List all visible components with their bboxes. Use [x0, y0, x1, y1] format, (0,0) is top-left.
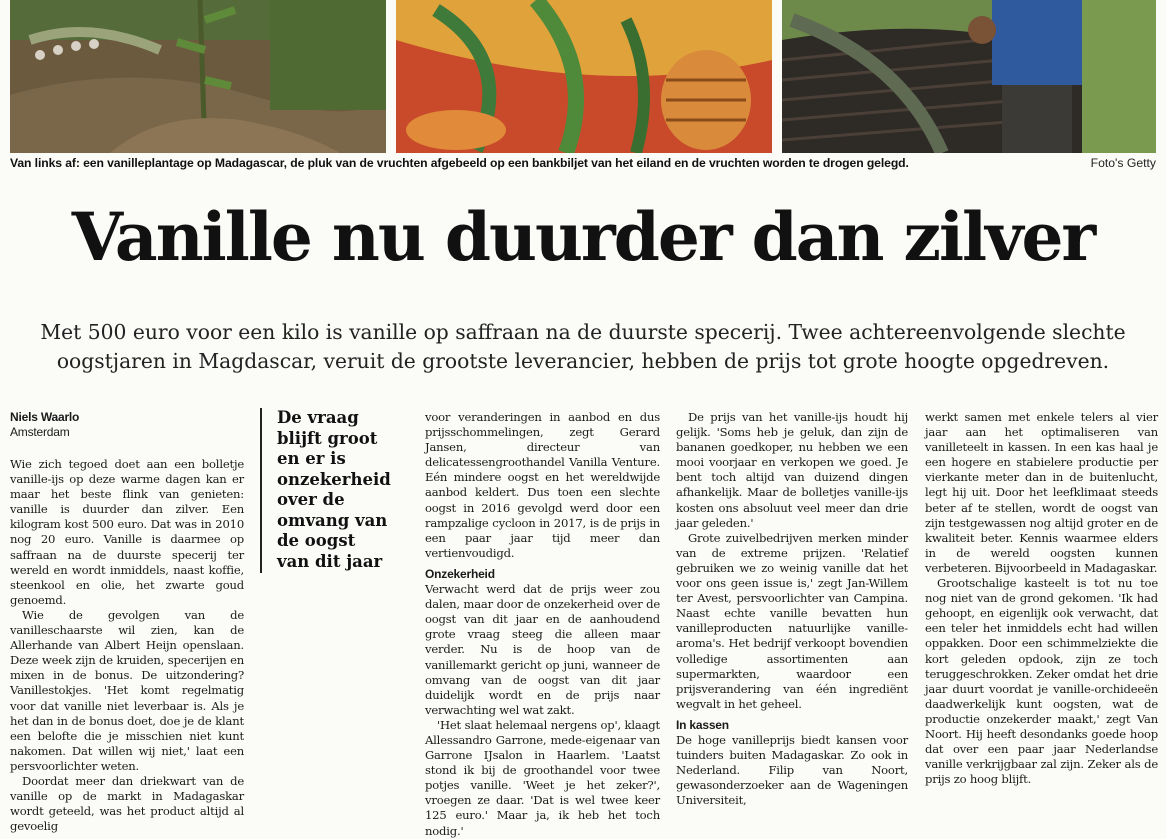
pull-quote-line: blijft groot — [277, 428, 378, 448]
photo-credit: Foto's Getty — [1090, 156, 1156, 170]
pull-quote-line: en er is — [277, 449, 346, 468]
paragraph: werkt samen met enkele telers al vier jaar aan het optimaliseren van vanilleteelt in kassen. In een kas haal je een hogere en stabielere productie per vierkante meter dan in de buitenlucht, legt hij uit. Door het leefklimaat steeds beter af te stellen, wordt de oogst van zijn testgewassen nog altijd groter en de kwaliteit beter. Kennis waarmee elders in de wereld oogsten kunnen verbeteren. Bijvoorbeeld in Madagaskar. — [925, 410, 1158, 575]
author-location: Amsterdam — [10, 425, 70, 439]
paragraph: Grootschalige kasteelt is tot nu toe nog niet van de grond gekomen. 'Ik had gehoopt, en eigenlijk ook verwacht, dat een teler het inmiddels echt had willen oppakken. Door een schimmelziekte die kort geleden opdook, zijn ze toch teruggeschrokken. Zeker omdat het drie jaar duurt voordat je vanille-orchideeën daadwerkelijk kunt oogsten, wat de productie onzekerder maakt,' zegt Van Noort. Hij heeft desondanks goede hoop dat over een paar jaar Nederlandse vanille verkrijgbaar zal zijn. Zeker als de prijs zo hoog blijft. — [925, 576, 1158, 787]
article-column-5 — [925, 410, 1158, 787]
article-column-3 — [425, 410, 660, 839]
pull-quote-line: van dit jaar — [277, 551, 383, 571]
photo-caption: Van links af: een vanilleplantage op Madagascar, de pluk van de vruchten afgebeeld op een bankbiljet van het eiland en de vruchten worden te drogen gelegd. — [10, 156, 909, 170]
pull-quote-line: over de — [277, 490, 345, 509]
pull-quote — [260, 408, 417, 573]
subheading-in-kassen: In kassen — [676, 717, 729, 732]
lead-line: Met 500 euro voor een kilo is vanille op saffraan na de duurste specerij. Twee achtereenvolgende slechte — [40, 320, 1126, 344]
photo-vanilla-plantation — [10, 0, 386, 153]
paragraph: De hoge vanilleprijs biedt kansen voor tuinders buiten Madagaskar. Zo ook in Nederland. Filip van Noort, gewasonderzoeker aan de Wageningen Universiteit, — [676, 732, 908, 808]
author-name: Niels Waarlo — [10, 410, 80, 424]
article-column-1 — [10, 410, 244, 834]
lead-paragraph — [40, 318, 1126, 376]
pull-quote-line: de oogst — [277, 531, 356, 550]
paragraph: Grote zuivelbedrijven merken minder van de extreme prijzen. 'Relatief gebruiken we zo weinig vanille dat het voor ons geen issue is,' zegt Jan-Willem ter Avest, persvoorlichter van Campina. Naast echte vanille bevatten hun vanilleproducten natuurlijke vanille-aroma's. Het bedrijf verkoopt bovendien volledige assortimenten aan supermarkten, waardoor een prijsverandering van één ingrediënt wegvalt in het geheel. — [676, 530, 908, 711]
pull-quote-line: De vraag — [277, 408, 359, 427]
paragraph: voor veranderingen in aanbod en dus prijsschommelingen, zegt Gerard Jansen, directeur van delicatessengroothandel Vanilla Venture. Eén mindere oogst en het wereldwijde aanbod keldert. Dus toen een slechte oogst in 2016 gevolgd werd door een rampzalige cycloon in 2017, is de prijs in een paar jaar tijd meer dan vertienvoudigd. — [425, 410, 660, 560]
photo-drying-vanilla — [782, 0, 1156, 153]
paragraph: Wie zich tegoed doet aan een bolletje vanille-ijs op deze warme dagen kan er maar het beste flink van genieten: vanille is duurder dan zilver. Een kilogram kost 500 euro. Dat was in 2010 nog 20 euro. Vanille is daarmee op saffraan na de duurste specerij ter wereld en wordt inmiddels, naast koffie, steenkool en olie, het zwarte goud genoemd. — [10, 457, 244, 607]
paragraph: Wie de gevolgen van de vanilleschaarste wil zien, kan de Allerhande van Albert Heijn openslaan. Deze week zijn de kruiden, specerijen en mixen in de bonus. De uitzondering? Vanillestokjes. 'Het komt regelmatig voor dat vanille niet leverbaar is. Als je het dan in de bonus doet, doe je de klant een belofte die je misschien niet kunt nakomen. Dat willen wij niet,' laat een persvoorlichter weten. — [10, 607, 244, 773]
article-column-4 — [676, 410, 908, 808]
lead-line: oogstjaren in Magdascar, veruit de grootste leverancier, hebben de prijs tot grote hoogte opgedreven. — [56, 349, 1110, 373]
paragraph: Verwacht werd dat de prijs weer zou dalen, maar door de onzekerheid over de oogst van dit jaar en de aanhoudend grote vraag steeg die alleen maar verder. Nu is de hoop van de vanillemarkt gericht op juni, wanneer de omvang van de oogst van dit jaar duidelijk wordt en de prijs naar verwachting wel wat zakt. — [425, 582, 660, 717]
photo-banknote-illustration — [396, 0, 772, 153]
paragraph: De prijs van het vanille-ijs houdt hij gelijk. 'Soms heb je geluk, dan zijn de bananen goedkoper, nu hebben we een mooi voorjaar en verkopen we goed. Je bent toch altijd van duizend dingen afhankelijk. Maar de bolletjes vanille-ijs kosten ons absoluut veel meer dan drie jaar geleden.' — [676, 410, 908, 530]
subheading-onzekerheid: Onzekerheid — [425, 566, 495, 581]
paragraph: 'Het slaat helemaal nergens op', klaagt Allessandro Garrone, mede-eigenaar van Garrone IJsalon in Haarlem. 'Laatst stond ik bij de groothandel voor twee potjes vanille. 'Weet je het zeker?', vroegen ze daar. 'Dat is wel twee keer 125 euro.' Maar ja, ik heb het toch nodig.' — [425, 717, 660, 838]
pull-quote-line: omvang van — [277, 510, 388, 530]
headline: Vanille nu duurder dan zilver — [71, 198, 1095, 276]
paragraph: Doordat meer dan driekwart van de vanille op de markt in Madagaskar wordt geteeld, was het product altijd al gevoelig — [10, 773, 244, 834]
pull-quote-line: onzekerheid — [277, 469, 391, 489]
